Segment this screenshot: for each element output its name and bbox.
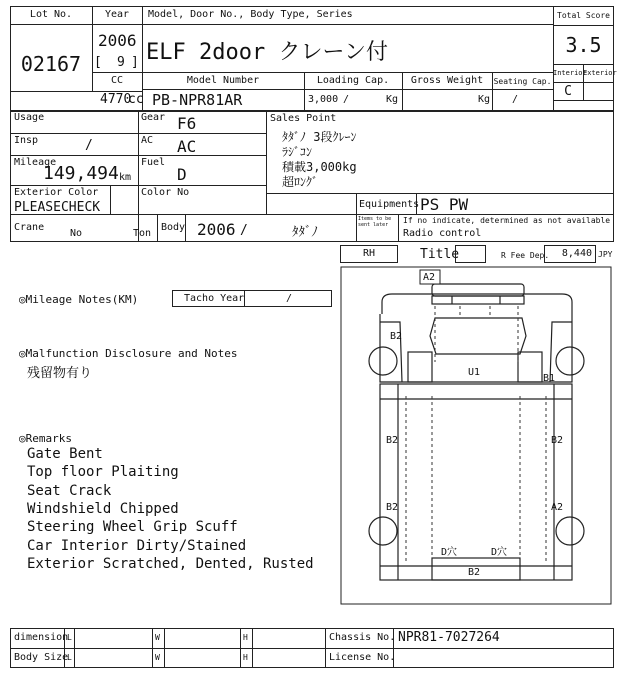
- model-desc-value: ELF 2door クレーン付: [146, 40, 389, 65]
- damage-mark: B1: [543, 373, 556, 384]
- radio-control: Radio control: [403, 228, 482, 239]
- year-label: Year: [104, 9, 130, 20]
- loading-cap-value: 3,000: [308, 94, 339, 105]
- rear-right-wheel: [556, 517, 584, 545]
- damage-mark: D穴: [441, 547, 458, 558]
- remark-item: Seat Crack: [27, 483, 112, 499]
- damage-mark: D穴: [491, 547, 508, 558]
- damage-mark: B2: [390, 331, 403, 342]
- body-size-l: L: [67, 653, 72, 662]
- right-door: [518, 352, 542, 382]
- body-type: ﾀﾀﾞﾉ: [292, 225, 318, 240]
- lot-no-label: Lot No.: [29, 9, 73, 20]
- header-row-line-3: [553, 25, 614, 26]
- month-close-bracket: ]: [131, 55, 139, 70]
- footer-col-d: [164, 628, 165, 668]
- specs-col-2: [266, 111, 267, 214]
- recycle-fee-value: 8,440: [561, 248, 592, 259]
- mileage-label: Mileage: [14, 157, 57, 168]
- remark-item: Top floor Plaiting: [27, 464, 179, 480]
- exterior-color-label: Exterior Color: [14, 187, 99, 198]
- model-desc-label: Model, Door No., Body Type, Series: [148, 9, 353, 20]
- gross-weight-unit: Kg: [478, 94, 491, 105]
- damage-mark: U1: [468, 367, 481, 378]
- exterior-label: Exterior: [583, 69, 617, 77]
- model-number-label: Model Number: [186, 75, 260, 86]
- damage-mark: B2: [551, 435, 564, 446]
- dimension-h: H: [243, 633, 248, 642]
- currency-label: JPY: [598, 250, 613, 259]
- gear-label: Gear: [141, 112, 166, 123]
- lot-no-value: 02167: [20, 52, 82, 76]
- steering-value: RH: [362, 248, 376, 259]
- gear-value: F6: [177, 114, 197, 133]
- windshield: [430, 318, 526, 354]
- interior-label: Interior: [553, 69, 587, 77]
- sales-point-line-3: 積載3,000kg: [282, 160, 357, 174]
- interior-score-value: C: [564, 84, 572, 99]
- exterior-color-value: PLEASECHECK: [14, 200, 101, 215]
- specs-row-1: [10, 133, 266, 134]
- remark-item: Exterior Scratched, Dented, Rusted: [27, 556, 314, 572]
- footer-col-e: [240, 628, 241, 668]
- sales-point-line-4: 超ﾛﾝｸﾞ: [282, 175, 319, 189]
- damage-mark: B2: [386, 502, 399, 513]
- loading-cap-sep: /: [343, 94, 350, 105]
- footer-col-c: [152, 628, 153, 668]
- ac-value: AC: [177, 137, 197, 156]
- total-score-label: Total Score: [557, 11, 610, 20]
- specs-col-1: [138, 111, 139, 242]
- footer-col-f: [252, 628, 253, 668]
- cab-top-panel: [432, 296, 524, 304]
- fuel-value: D: [177, 165, 187, 184]
- equipment-note: If no indicate, determined as not available: [403, 216, 611, 225]
- dimension-l: L: [67, 633, 72, 642]
- body-year: 2006: [197, 220, 236, 239]
- insp-sep: /: [85, 138, 93, 153]
- remark-item: Windshield Chipped: [27, 501, 179, 517]
- sales-point-label: Sales Point: [270, 113, 337, 124]
- damage-mark: A2: [551, 502, 564, 513]
- rear-left-wheel: [369, 517, 397, 545]
- specs-row-2: [10, 155, 266, 156]
- front-right-wheel: [556, 347, 584, 375]
- malfunction-line: 残留物有り: [27, 366, 93, 381]
- year-value: 2006: [98, 31, 137, 50]
- body-sep: /: [240, 223, 248, 238]
- cc-unit: cc: [128, 92, 144, 107]
- later-label: Items to be sent later: [358, 216, 392, 228]
- color-no-label: Color No: [141, 187, 190, 198]
- footer-row-line: [10, 648, 614, 649]
- tacho-sep: /: [286, 293, 293, 304]
- damage-mark: A2: [423, 272, 436, 283]
- body-size-label: Body Size: [14, 652, 69, 663]
- remark-item: Steering Wheel Grip Scuff: [27, 519, 238, 535]
- left-door: [408, 352, 432, 382]
- body-label-divider: [157, 214, 158, 242]
- footer-col-g: [325, 628, 326, 668]
- dimension-label: dimension: [14, 632, 69, 643]
- insp-label: Insp: [14, 135, 39, 146]
- header-row-line-1: [10, 24, 92, 25]
- malfunction-title: ◎Malfunction Disclosure and Notes: [19, 347, 238, 360]
- remarks-title: ◎Remarks: [19, 432, 72, 445]
- cargo-deck: [380, 384, 572, 580]
- color-split: [110, 185, 111, 214]
- remark-item: Gate Bent: [27, 446, 103, 462]
- damage-mark: B2: [468, 567, 481, 578]
- body-size-h: H: [243, 653, 248, 662]
- license-label: License No.: [329, 652, 396, 663]
- cc-label: CC: [110, 75, 124, 86]
- gross-weight-sep: /: [512, 94, 519, 105]
- loading-cap-label: Loading Cap.: [316, 75, 390, 86]
- title-box: [455, 245, 486, 263]
- header-row-line-2: [92, 24, 553, 25]
- model-number-value: PB-NPR81AR: [152, 91, 243, 109]
- body-label: Body: [161, 222, 186, 233]
- body-label-divider-2: [185, 214, 186, 242]
- chassis-label: Chassis No.: [329, 632, 396, 643]
- tacho-label: Tacho Year: [184, 293, 245, 304]
- cc-value: 4770: [100, 92, 132, 107]
- score-bottom-line: [553, 100, 614, 101]
- sales-point-line-1: ﾀﾀﾞﾉ 3段ｸﾚｰﾝ: [282, 130, 357, 144]
- specs-row-4: [266, 193, 614, 194]
- later-divider: [398, 214, 399, 242]
- front-left-wheel: [369, 347, 397, 375]
- equipment-label: Equipments: [359, 199, 420, 210]
- ac-label: AC: [141, 135, 154, 146]
- body-size-w: W: [155, 653, 160, 662]
- equipment-value: PS PW: [420, 195, 469, 214]
- month-value: 9: [117, 55, 125, 70]
- mileage-notes-title: ◎Mileage Notes(KM): [19, 293, 139, 306]
- title-label: Title: [420, 247, 460, 262]
- crane-label: Crane: [14, 222, 45, 233]
- crane-value: No: [70, 228, 83, 239]
- chassis-value: NPR81-7027264: [398, 630, 500, 645]
- seating-cap-label: Seating Cap.: [493, 77, 552, 86]
- fuel-label: Fuel: [141, 157, 166, 168]
- month-open-bracket: [: [94, 55, 102, 70]
- gross-weight-label: Gross Weight: [410, 75, 484, 86]
- loading-cap-unit: Kg: [386, 94, 399, 105]
- specs-row-3: [10, 185, 266, 186]
- specs-row-5: [10, 214, 614, 215]
- equip-divider: [356, 193, 357, 242]
- header-row-line-4: [92, 72, 553, 73]
- total-score-value: 3.5: [565, 33, 602, 57]
- vehicle-damage-diagram: [340, 266, 612, 606]
- damage-mark: B2: [386, 435, 399, 446]
- sales-point-line-2: ﾗｼﾞｺﾝ: [282, 145, 313, 159]
- mileage-value: 149,494: [43, 163, 119, 184]
- crane-unit: Ton: [133, 228, 152, 239]
- mileage-unit: km: [119, 172, 132, 183]
- usage-label: Usage: [14, 112, 45, 123]
- remark-item: Car Interior Dirty/Stained: [27, 538, 247, 554]
- recycle-fee-label: R Fee Dep.: [501, 251, 550, 260]
- footer-col-b: [74, 628, 75, 668]
- dimension-w: W: [155, 633, 160, 642]
